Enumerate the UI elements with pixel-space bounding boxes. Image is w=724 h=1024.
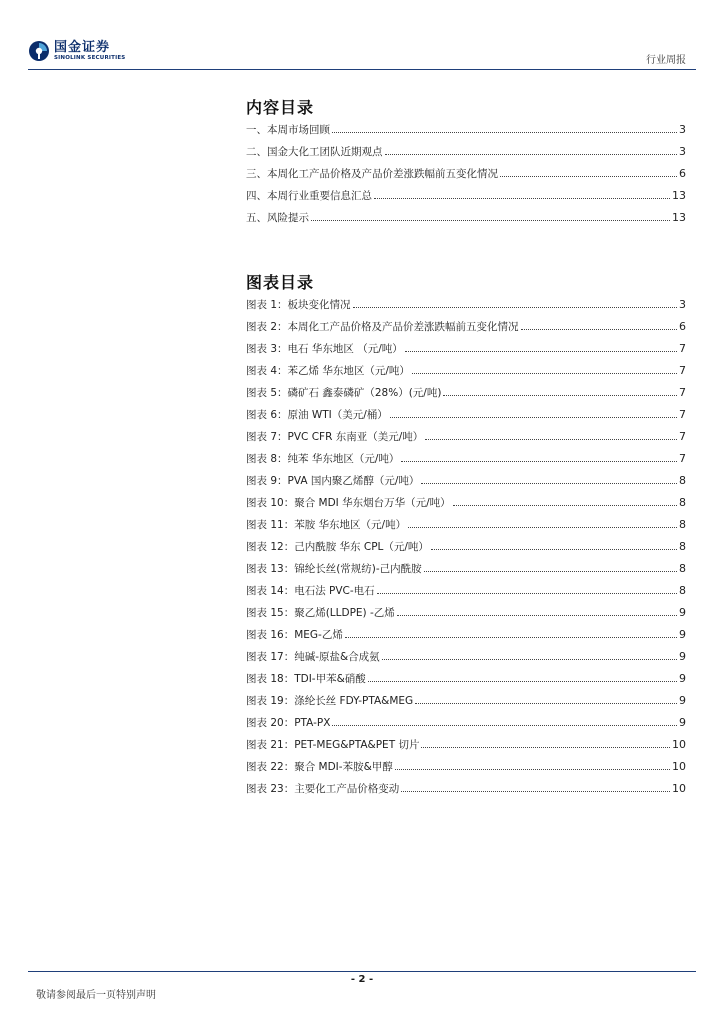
toc-page-number: 7: [679, 408, 686, 421]
toc-leader-dots: [405, 343, 677, 352]
toc-entry-label: 图表 20：PTA-PX: [246, 717, 331, 729]
figures-title: 图表目录: [246, 273, 315, 292]
toc-entry-label: 图表 5：磷矿石 鑫泰磷矿（28%）(元/吨): [246, 387, 442, 399]
figure-entry[interactable]: [246, 363, 686, 385]
toc-entry-label: 图表 2：本周化工产品价格及产品价差涨跌幅前五变化情况: [246, 321, 519, 333]
toc-page-number: 13: [672, 189, 686, 202]
toc-entry-label: 图表 10：聚合 MDI 华东烟台万华（元/吨）: [246, 497, 451, 509]
contents-entry[interactable]: [246, 210, 686, 232]
figure-entry[interactable]: [246, 605, 686, 627]
toc-leader-dots: [385, 146, 678, 155]
logo-mark-icon: [28, 40, 50, 62]
toc-leader-dots: [500, 168, 677, 177]
figure-entry[interactable]: [246, 407, 686, 429]
figure-entry[interactable]: [246, 737, 686, 759]
figure-entry[interactable]: [246, 517, 686, 539]
figure-entry[interactable]: [246, 715, 686, 737]
toc-leader-dots: [395, 761, 670, 770]
figure-entry[interactable]: [246, 671, 686, 693]
figures-list: [246, 297, 686, 803]
toc-leader-dots: [368, 673, 677, 682]
toc-entry-label: 图表 19：涤纶长丝 FDY-PTA&MEG: [246, 695, 414, 707]
toc-leader-dots: [382, 651, 677, 660]
toc-page-number: 7: [679, 452, 686, 465]
toc-leader-dots: [332, 717, 677, 726]
toc-leader-dots: [377, 585, 677, 594]
toc-entry-label: 图表 21：PET-MEG&PTA&PET 切片: [246, 739, 420, 751]
toc-leader-dots: [345, 629, 677, 638]
toc-page-number: 10: [672, 738, 686, 751]
figure-entry[interactable]: [246, 385, 686, 407]
footer-disclaimer: 敬请参阅最后一页特别声明: [36, 990, 156, 1001]
figure-entry[interactable]: [246, 429, 686, 451]
toc-leader-dots: [443, 387, 677, 396]
toc-entry-label: 图表 6：原油 WTI（美元/桶）: [246, 409, 388, 421]
toc-entry-label: 图表 16：MEG-乙烯: [246, 629, 343, 641]
toc-entry-label: 图表 17：纯碱-原盐&合成氨: [246, 651, 380, 663]
toc-leader-dots: [421, 739, 670, 748]
toc-leader-dots: [521, 321, 677, 330]
toc-page-number: 7: [679, 342, 686, 355]
toc-leader-dots: [415, 695, 677, 704]
toc-leader-dots: [412, 365, 677, 374]
report-type: 行业周报: [646, 55, 686, 66]
figure-entry[interactable]: [246, 583, 686, 605]
figure-entry[interactable]: [246, 649, 686, 671]
toc-entry-label: 图表 18：TDI-甲苯&硝酸: [246, 673, 366, 685]
toc-entry-label: 图表 15：聚乙烯(LLDPE) -乙烯: [246, 607, 395, 619]
figure-entry[interactable]: [246, 319, 686, 341]
logo-chinese-name: 国金证券: [54, 39, 111, 55]
toc-entry-label: 图表 9：PVA 国内聚乙烯醇（元/吨）: [246, 475, 420, 487]
page-number: - 2 -: [350, 974, 374, 985]
toc-page-number: 3: [679, 145, 686, 158]
toc-leader-dots: [424, 563, 677, 572]
toc-page-number: 9: [679, 672, 686, 685]
toc-leader-dots: [401, 783, 670, 792]
toc-page-number: 8: [679, 562, 686, 575]
toc-page-number: 8: [679, 496, 686, 509]
toc-entry-label: 图表 1：板块变化情况: [246, 299, 351, 311]
toc-entry-label: 图表 11：苯胺 华东地区（元/吨）: [246, 519, 407, 531]
toc-page-number: 9: [679, 694, 686, 707]
toc-page-number: 7: [679, 364, 686, 377]
contents-entry[interactable]: [246, 188, 686, 210]
toc-page-number: 6: [679, 320, 686, 333]
figure-entry[interactable]: [246, 451, 686, 473]
toc-page-number: 9: [679, 650, 686, 663]
figure-entry[interactable]: [246, 341, 686, 363]
toc-page-number: 9: [679, 628, 686, 641]
toc-leader-dots: [425, 431, 677, 440]
toc-leader-dots: [397, 607, 677, 616]
figure-entry[interactable]: [246, 759, 686, 781]
page-header: [28, 40, 696, 68]
toc-page-number: 9: [679, 606, 686, 619]
figure-entry[interactable]: [246, 781, 686, 803]
toc-leader-dots: [408, 519, 677, 528]
figure-entry[interactable]: [246, 297, 686, 319]
figure-entry[interactable]: [246, 561, 686, 583]
company-logo: [28, 40, 125, 62]
toc-page-number: 8: [679, 540, 686, 553]
toc-page-number: 6: [679, 167, 686, 180]
figure-entry[interactable]: [246, 495, 686, 517]
logo-english-name: SINOLINK SECURITIES: [54, 54, 126, 61]
toc-leader-dots: [353, 299, 677, 308]
toc-page-number: 13: [672, 211, 686, 224]
contents-list: [246, 122, 686, 232]
toc-leader-dots: [431, 541, 677, 550]
toc-page-number: 10: [672, 782, 686, 795]
toc-page-number: 8: [679, 584, 686, 597]
toc-page-number: 7: [679, 386, 686, 399]
footer-divider: [28, 971, 696, 972]
toc-entry-label: 图表 7：PVC CFR 东南亚（美元/吨）: [246, 431, 424, 443]
toc-entry-label: 图表 4：苯乙烯 华东地区（元/吨）: [246, 365, 410, 377]
toc-entry-label: 三、本周化工产品价格及产品价差涨跌幅前五变化情况: [246, 168, 498, 180]
figure-entry[interactable]: [246, 539, 686, 561]
toc-entry-label: 图表 8：纯苯 华东地区（元/吨）: [246, 453, 400, 465]
toc-page-number: 8: [679, 474, 686, 487]
toc-page-number: 10: [672, 760, 686, 773]
toc-page-number: 8: [679, 518, 686, 531]
toc-entry-label: 一、本周市场回顾: [246, 124, 330, 136]
toc-leader-dots: [401, 453, 677, 462]
toc-page-number: 9: [679, 716, 686, 729]
toc-leader-dots: [421, 475, 677, 484]
contents-title: 内容目录: [246, 98, 315, 117]
toc-entry-label: 图表 22：聚合 MDI-苯胺&甲醇: [246, 761, 393, 773]
toc-entry-label: 图表 14：电石法 PVC-电石: [246, 585, 375, 597]
toc-leader-dots: [311, 212, 670, 221]
toc-entry-label: 四、本周行业重要信息汇总: [246, 190, 372, 202]
figure-entry[interactable]: [246, 473, 686, 495]
figure-entry[interactable]: [246, 693, 686, 715]
contents-entry[interactable]: [246, 166, 686, 188]
toc-page-number: 3: [679, 123, 686, 136]
contents-entry[interactable]: [246, 144, 686, 166]
toc-leader-dots: [332, 124, 677, 133]
toc-leader-dots: [390, 409, 677, 418]
toc-leader-dots: [453, 497, 677, 506]
figure-entry[interactable]: [246, 627, 686, 649]
toc-entry-label: 图表 23：主要化工产品价格变动: [246, 783, 400, 795]
toc-entry-label: 图表 12：己内酰胺 华东 CPL（元/吨）: [246, 541, 429, 553]
header-divider: [28, 69, 696, 70]
toc-entry-label: 五、风险提示: [246, 212, 309, 224]
toc-entry-label: 二、国金大化工团队近期观点: [246, 146, 383, 158]
toc-page-number: 7: [679, 430, 686, 443]
toc-page-number: 3: [679, 298, 686, 311]
toc-leader-dots: [374, 190, 670, 199]
toc-entry-label: 图表 13：锦纶长丝(常规纺)-己内酰胺: [246, 563, 422, 575]
contents-entry[interactable]: [246, 122, 686, 144]
toc-entry-label: 图表 3：电石 华东地区 （元/吨）: [246, 343, 403, 355]
